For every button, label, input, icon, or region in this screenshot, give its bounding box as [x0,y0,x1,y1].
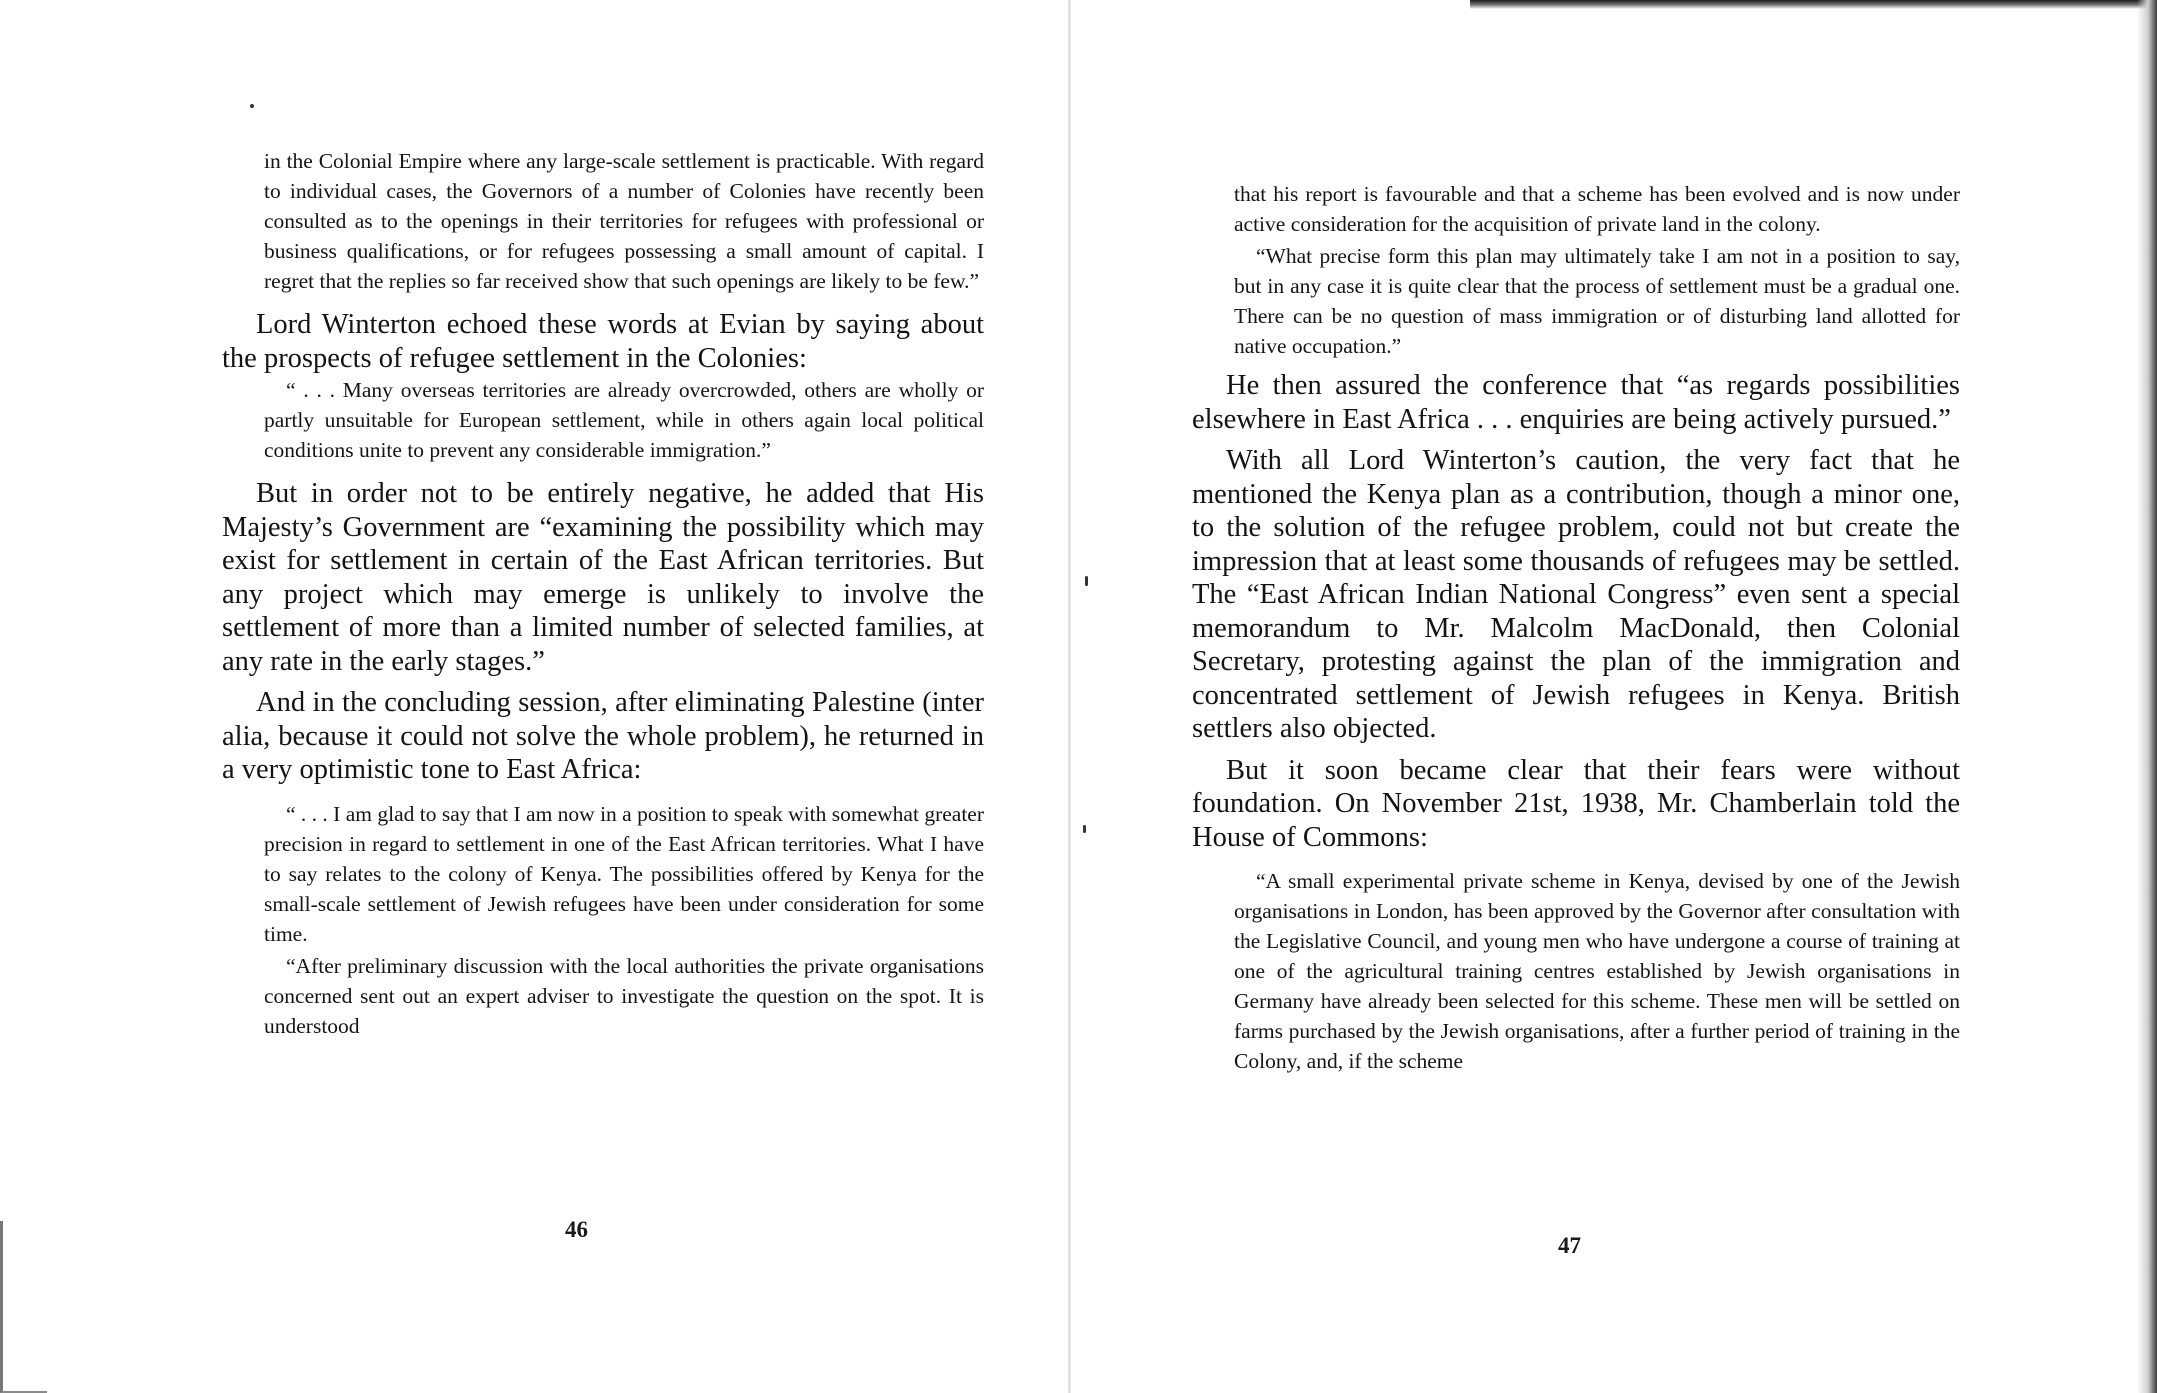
page-right-edge-shadow [2137,0,2157,1393]
right-paragraph: With all Lord Winterton’s caution, the very fact that he mentioned the Kenya plan as a contribution, though a minor one, to the solution of the refugee problem, could not but create the impression that at least some thousands of refugees may be settled. The “East African Indian National Congress” even sent a special memorandum to Mr. Malcolm MacDonald, then Colonial Secretary, protesting against the plan of the immigration and concentrated settlement of Jewish refugees in Kenya. British settlers also objected. [1192,445,1960,744]
left-block-quote: “ . . . Many overseas territories are already overcrowded, others are wholly or partly unsuitable for European settlement, while in others again local political conditions unite to prevent any considerable immigration.” [264,378,984,462]
right-quote-continuation: that his report is favourable and that a scheme has been evolved and is now under active consideration for the acquisition of private land in the colony. [1234,182,1960,236]
print-speck [1085,576,1088,586]
right-paragraph: But it soon became clear that their fears were without foundation. On November 21st, 1938, Mr. Chamberlain told the House of Commons: [1192,754,1960,853]
print-speck [1083,825,1086,833]
page-number-left: 46 [565,1217,588,1242]
page-left-edge-marks [0,1221,47,1393]
left-paragraph: Lord Winterton echoed these words at Evian by saying about the prospects of refugee settlement in the Colonies: [222,309,984,374]
right-block-quote: “What precise form this plan may ultimately take I am not in a position to say, but in any case it is quite clear that the process of settlement must be a gradual one. There can be no question of mass immigration or of disturbing land allotted for native occupation.” [1234,244,1960,358]
left-paragraph: And in the concluding session, after eliminating Palestine (inter alia, because it could not solve the whole problem), he returned in a very optimistic tone to East Africa: [222,687,984,785]
right-paragraph: He then assured the conference that “as regards possibilities elsewhere in East Africa . . . enquiries are being actively pursued.” [1192,370,1960,435]
left-paragraph: But in order not to be entirely negative, he added that His Majesty’s Government are “examining the possibility which may exist for settlement in certain of the East African territories. But any project which may emerge is unlikely to involve the settlement of more than a limited number of selected families, at any rate in the early stages.” [222,478,984,677]
page-number-right: 47 [1558,1233,1581,1258]
left-quote-continuation: in the Colonial Empire where any large-scale settlement is practicable. With regard to individual cases, the Governors of a number of Colonies have recently been consulted as to the openings in their territories for refugees with professional or business qualifications, or for refugees possessing a small amount of capital. I regret that the replies so far received show that such openings are likely to be few.” [264,149,984,293]
right-page [1192,179,1960,1076]
right-block-quote: “A small experimental private scheme in Kenya, devised by one of the Jewish organisations in London, has been approved by the Governor after consultation with the Legislative Council, and young men who have undergone a course of training at one of the agricultural training centres established by Jewish organisations in Germany have already been selected for this scheme. These men will be settled on farms purchased by the Jewish organisations, after a further period of training in the Colony, and, if the scheme [1234,869,1960,1073]
book-gutter [1068,0,1071,1393]
left-block-quote: “After preliminary discussion with the local authorities the private organisations concerned sent out an expert adviser to investigate the question on the spot. It is understood [264,953,984,1038]
left-block-quote: “ . . . I am glad to say that I am now in a position to speak with somewhat greater precision in regard to settlement in one of the East African territories. What I have to say relates to the colony of Kenya. The possibilities offered by Kenya for the small-scale settlement of Jewish refugees have been under consideration for some time. [264,801,984,946]
print-speck [250,104,254,108]
page-top-shadow [1470,0,2157,9]
left-page [222,146,984,1041]
